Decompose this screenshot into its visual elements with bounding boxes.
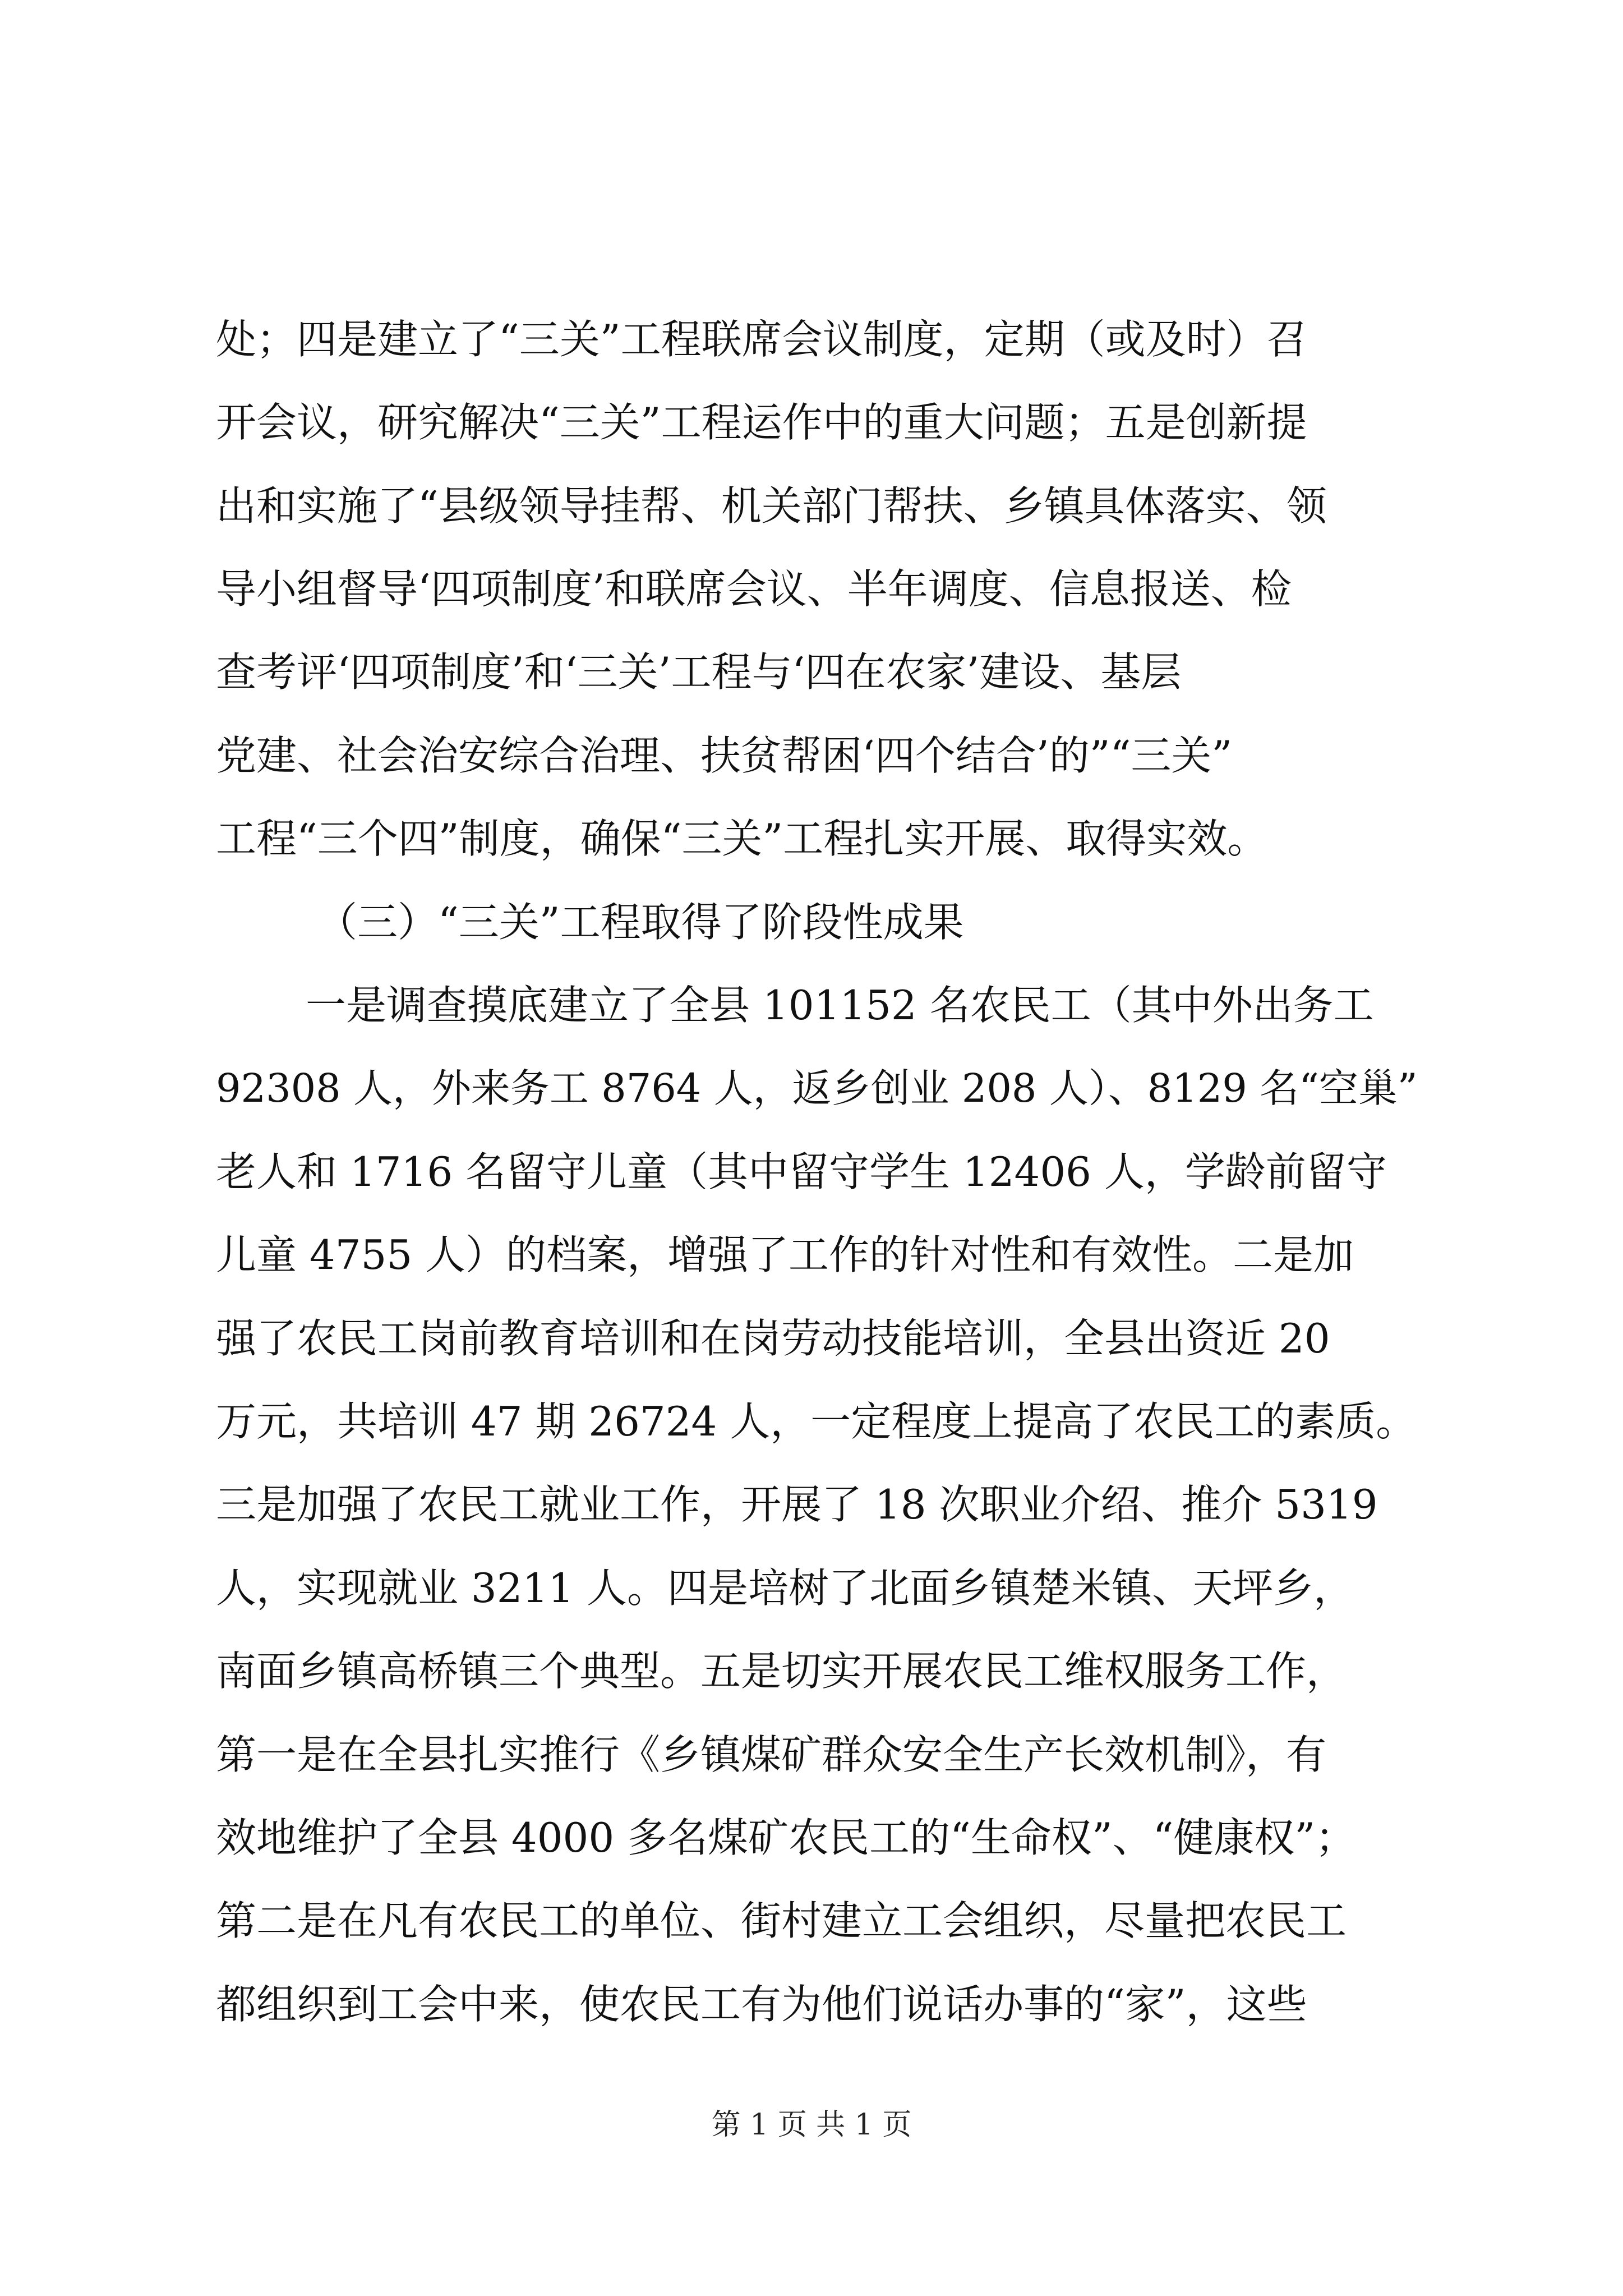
text-line-20: 第二是在凡有农民工的单位、街村建立工会组织，尽量把农民工 xyxy=(216,1897,1347,1944)
page-footer: 第 1 页 共 1 页 xyxy=(711,2108,912,2142)
text-line-16: 人，实现就业 3211 人。四是培树了北面乡镇楚米镇、天坪乡， xyxy=(216,1565,1354,1612)
text-line-17: 南面乡镇高桥镇三个典型。五是切实开展农民工维权服务工作， xyxy=(216,1648,1347,1695)
text-line-10: 92308 人，外来务工 8764 人，返乡创业 208 人）、8129 名“空巢” xyxy=(216,1065,1418,1111)
text-line-12: 儿童 4755 人）的档案，增强了工作的针对性和有效性。二是加 xyxy=(216,1231,1354,1278)
text-line-18: 第一是在全县扎实推行《乡镇煤矿群众安全生产长效机制》，有 xyxy=(216,1731,1327,1778)
text-line-7: 工程“三个四”制度，确保“三关”工程扎实开展、取得实效。 xyxy=(216,815,1268,862)
text-line-15: 三是加强了农民工就业工作，开展了 18 次职业介绍、推介 5319 xyxy=(216,1481,1378,1528)
text-line-3: 出和实施了“县级领导挂帮、机关部门帮扶、乡镇具体落实、领 xyxy=(216,482,1327,530)
text-line-21: 都组织到工会中来，使农民工有为他们说话办事的“家”，这些 xyxy=(216,1981,1307,2028)
text-line-2: 开会议，研究解决“三关”工程运作中的重大问题；五是创新提 xyxy=(216,399,1307,446)
text-line-1: 处；四是建立了“三关”工程联席会议制度，定期（或及时）召 xyxy=(216,316,1307,363)
section-heading: （三）“三关”工程取得了阶段性成果 xyxy=(317,899,964,946)
text-line-4: 导小组督导‘四项制度’和联席会议、半年调度、信息报送、检 xyxy=(216,565,1292,613)
text-line-19: 效地维护了全县 4000 多名煤矿农民工的“生命权”、“健康权”； xyxy=(216,1814,1356,1861)
text-line-5: 查考评‘四项制度’和‘三关’工程与‘四在农家’建设、基层 xyxy=(216,648,1182,696)
text-line-13: 强了农民工岗前教育培训和在岗劳动技能培训，全县出资近 20 xyxy=(216,1315,1330,1362)
text-line-11: 老人和 1716 名留守儿童（其中留守学生 12406 人，学龄前留守 xyxy=(216,1148,1387,1195)
text-line-9: 一是调查摸底建立了全县 101152 名农民工（其中外出务工 xyxy=(306,982,1374,1029)
text-line-6: 党建、社会治安综合治理、扶贫帮困‘四个结合’的”“三关” xyxy=(216,732,1233,779)
text-line-14: 万元，共培训 47 期 26724 人，一定程度上提高了农民工的素质。 xyxy=(216,1398,1417,1445)
